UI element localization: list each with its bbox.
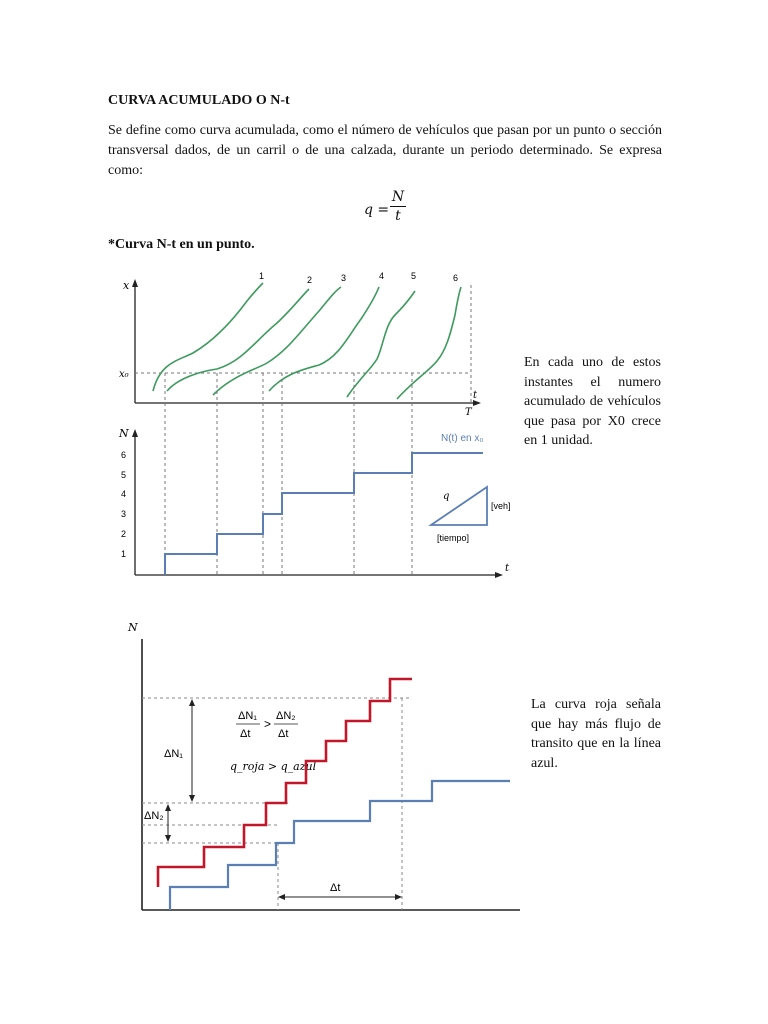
bottom-t-axis-arrow-icon (495, 572, 503, 578)
trajectory-5 (347, 291, 415, 397)
dN2-label: ΔN₂ (144, 810, 164, 822)
bottom-y-axis-arrow-icon (132, 429, 138, 437)
ineq-right-den: Δt (278, 728, 289, 740)
dN2-arrow-up-icon (165, 804, 171, 811)
trajectory-label-2: 2 (307, 275, 313, 285)
flow-formula (360, 188, 430, 232)
trajectory-count-figure (115, 265, 515, 585)
fig2-y-axis-label: N (128, 621, 138, 634)
trajectory-label-4: 4 (379, 271, 385, 281)
n-tick-3: 3 (121, 509, 127, 519)
top-t-label: t (473, 390, 478, 401)
ineq-right-num: ΔN₂ (276, 710, 296, 722)
rate-tiempo-label: [tiempo] (437, 533, 470, 543)
n-tick-6: 6 (121, 450, 127, 460)
x0-label: x₀ (119, 369, 129, 380)
trajectory-4 (269, 287, 379, 391)
dN1-arrow-up-icon (189, 699, 195, 706)
trajectory-label-1: 1 (259, 271, 265, 281)
n-tick-4: 4 (121, 489, 127, 499)
trajectory-label-6: 6 (453, 273, 459, 283)
rate-veh-label: [veh] (491, 501, 511, 511)
dN1-arrow-down-icon (189, 795, 195, 802)
cumulative-count-curve (165, 453, 483, 575)
n-tick-5: 5 (121, 470, 127, 480)
rate-q-label: q (443, 491, 450, 502)
trajectory-1 (153, 283, 263, 391)
bottom-y-axis-label: N (119, 427, 129, 440)
n-tick-1: 1 (121, 549, 127, 559)
dt-label: Δt (330, 882, 341, 894)
trajectory-label-5: 5 (411, 271, 417, 281)
figure1-note: En cada uno de estos instantes el numero acumulado de vehículos que pasa por X0 crece en 1 unidad. (524, 355, 661, 448)
dt-arrow-left-icon (278, 894, 285, 900)
dN1-label: ΔN₁ (164, 748, 184, 760)
formula-denominator: t (395, 208, 401, 224)
formula-numerator: N (391, 189, 405, 205)
n-tick-2: 2 (121, 529, 127, 539)
trajectory-6 (397, 287, 461, 399)
T-label: T (465, 407, 472, 418)
figure2-note: La curva roja señala que hay más flujo de transito que en la línea azul. (531, 697, 661, 771)
flow-comparison-figure (120, 615, 520, 915)
top-y-axis-label: x (123, 279, 130, 292)
curve-label: N(t) en x₀ (441, 433, 484, 444)
dN2-arrow-down-icon (165, 835, 171, 842)
ineq-left-den: Δt (240, 728, 251, 740)
bottom-t-label: t (505, 563, 510, 574)
trajectory-label-3: 3 (341, 273, 347, 283)
formula-lhs: q = (364, 202, 390, 218)
intro-paragraph: Se define como curva acumulada, como el número de vehículos que pasan por un punto o sección transversal dados, de un carril o de una calzada, durante un periodo determinado. Se expresa como: (108, 123, 662, 178)
top-y-axis-arrow-icon (132, 279, 138, 287)
section-heading: *Curva N-t en un punto. (108, 237, 255, 252)
ineq-op: > (264, 717, 272, 731)
dt-arrow-right-icon (395, 894, 402, 900)
ineq-left-num: ΔN₁ (238, 710, 258, 722)
rate-triangle (431, 487, 487, 525)
formula-fraction (390, 188, 406, 225)
trajectory-3 (213, 287, 341, 395)
page-title: CURVA ACUMULADO O N-t (108, 93, 290, 108)
ineq2-text: q_roja > q_azul (230, 760, 317, 773)
